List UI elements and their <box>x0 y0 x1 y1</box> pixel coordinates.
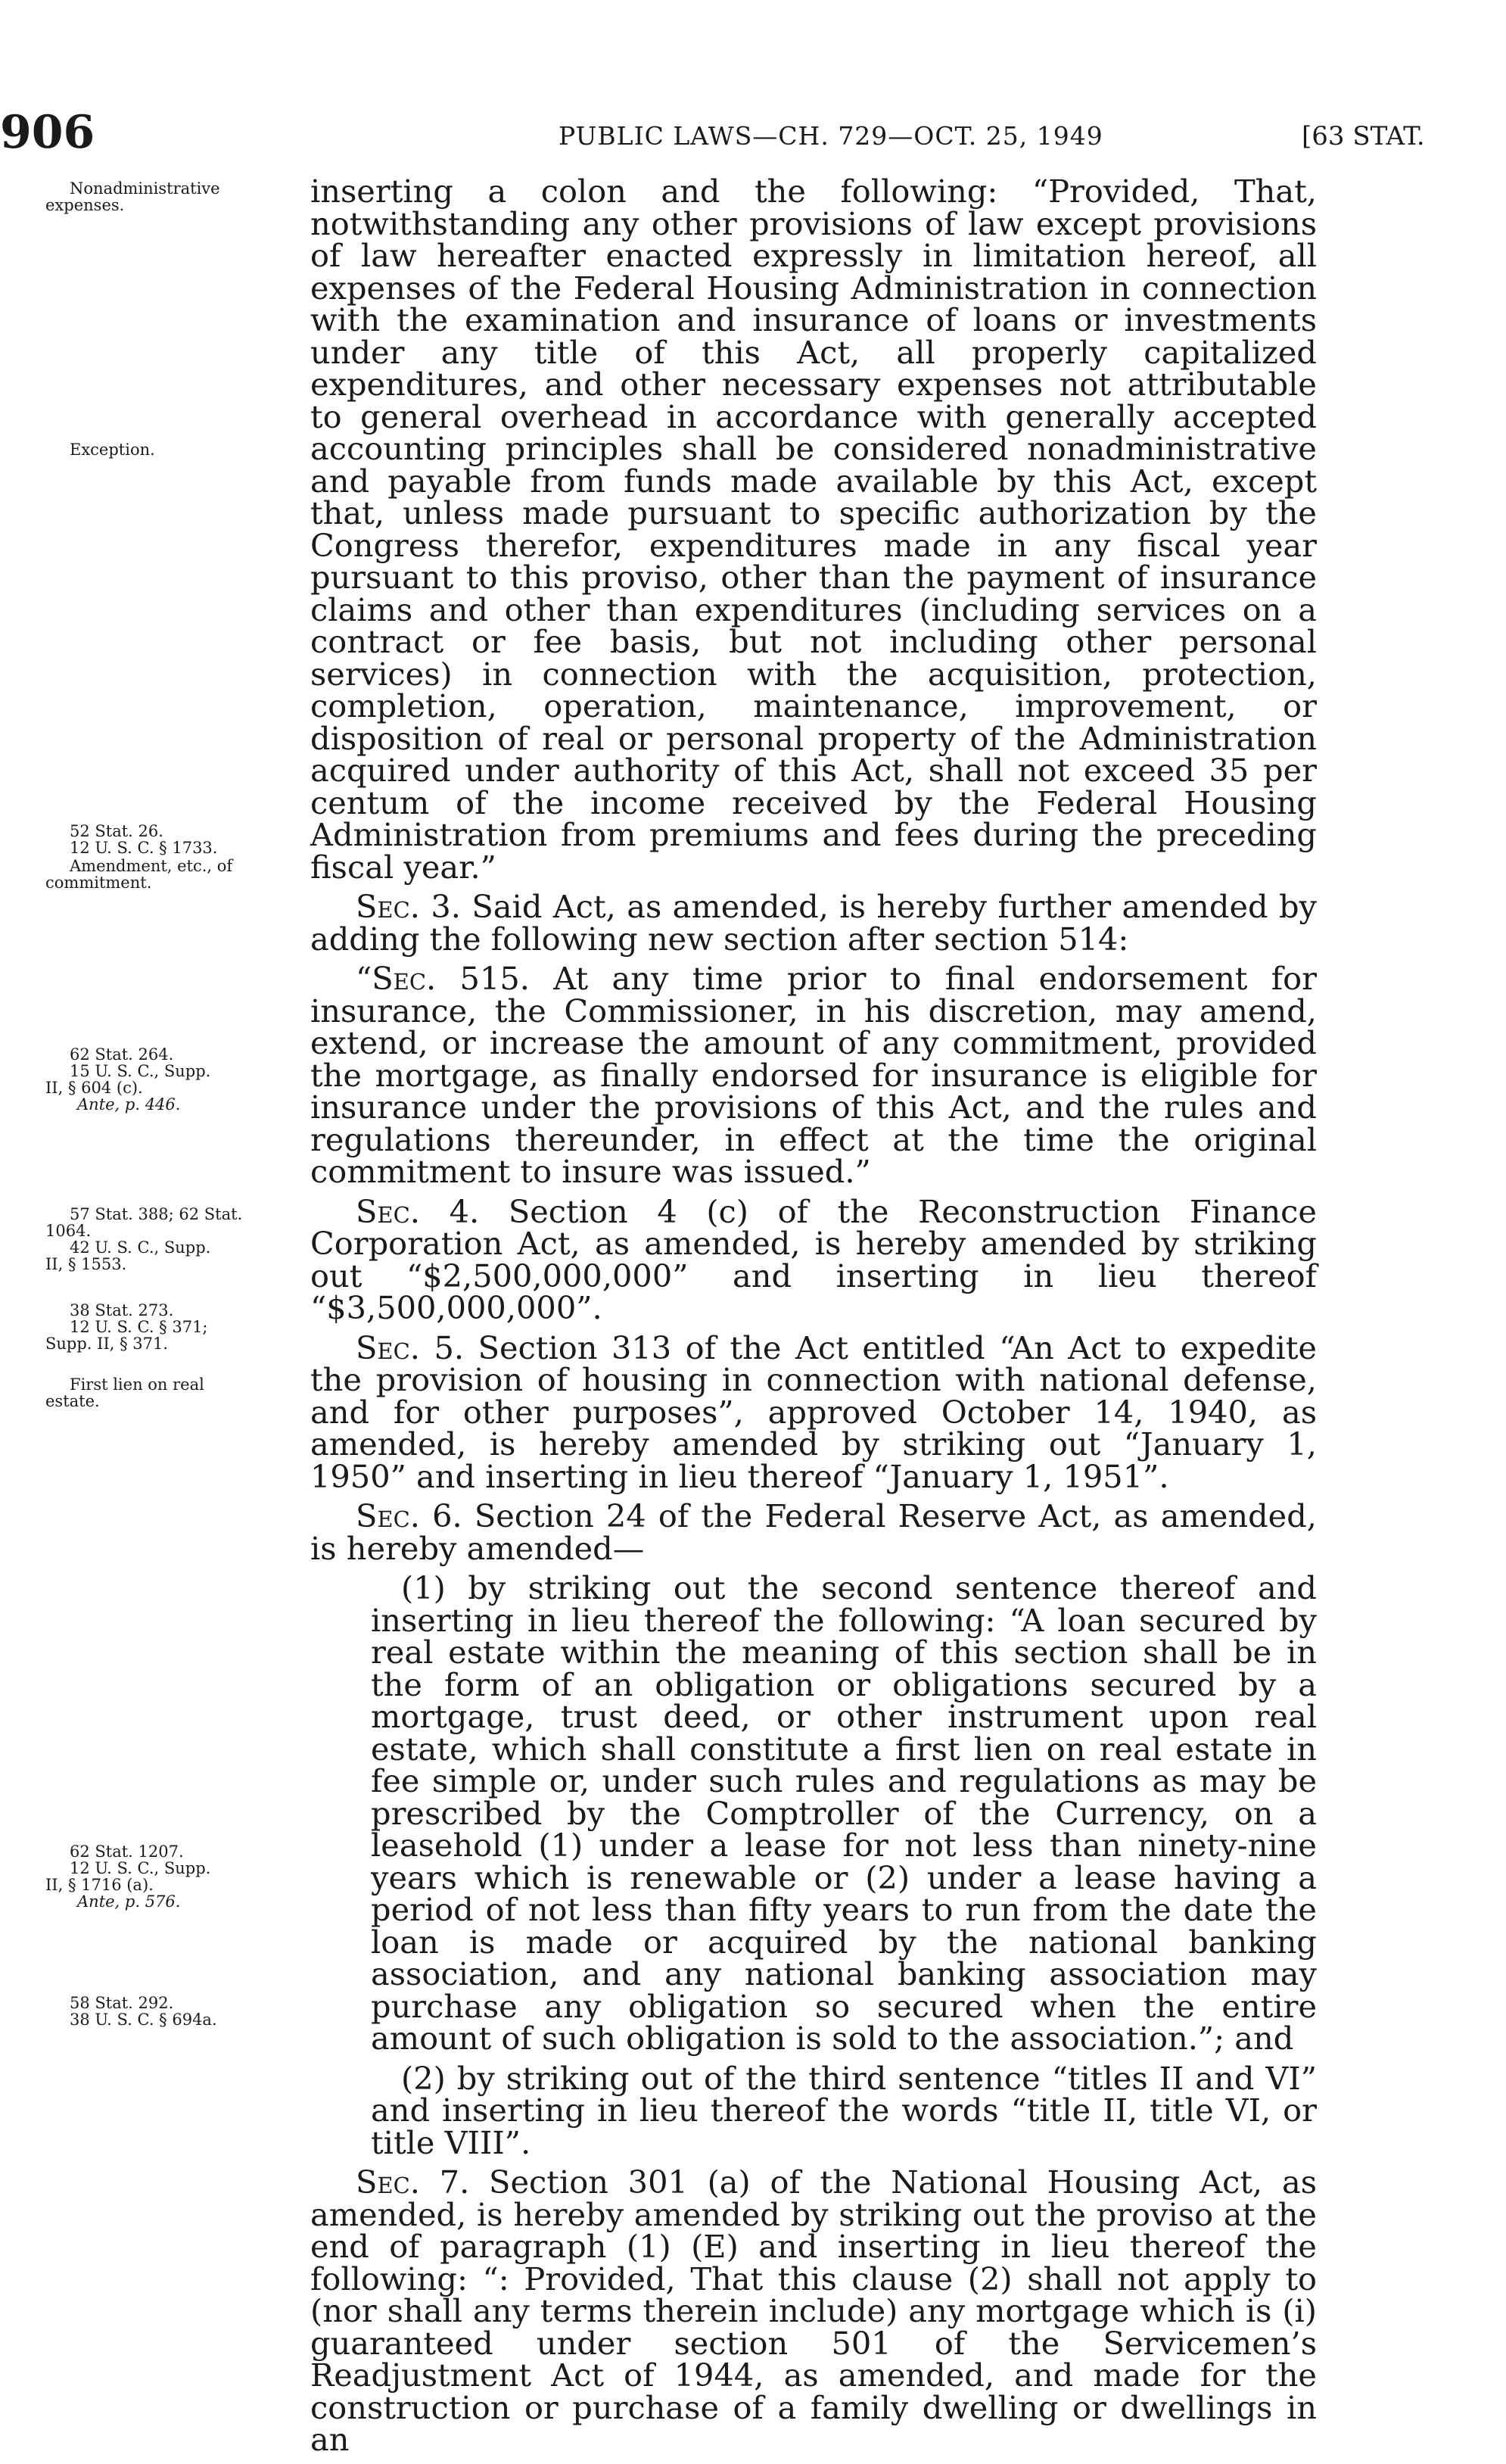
paragraph-section-6: Sec. 6. Section 24 of the Federal Reserve Act, as amended, is hereby amended— <box>310 1497 1317 1567</box>
paragraph-section-7: Sec. 7. Section 301 (a) of the National Housing Act, as amended, is hereby amended by striking out the proviso at the end of paragraph (1) (E) and inserting in lieu thereof the following: “: Provided, That this clause (2) shall not apply to (nor shall any terms therein include) any mortgage which is (i) guaranteed under section 501 of the Servicemen’s Readjustment Act of 1944, as amended, and made for the construction or purchase of a family dwelling or dwellings in an <box>310 2163 1317 2458</box>
margin-note-stat-citation: 52 Stat. 26. 12 U. S. C. § 1733. <box>70 822 218 857</box>
margin-note-first-lien-on-real-estate: First lien on real estate. <box>45 1375 204 1410</box>
page-header <box>0 0 1506 167</box>
running-head: PUBLIC LAWS—CH. 729—OCT. 25, 1949 <box>559 121 1103 151</box>
section-label: Sec. 6. <box>356 1497 462 1534</box>
margin-note-stat-citation: 62 Stat. 1207. 12 U. S. C., Supp. II, § 1716 (a). Ante, p. 576. <box>45 1843 211 1911</box>
paragraph-proviso: inserting a colon and the following: “Provided, That, notwithstanding any other provisions of law except provisions of law hereafter enacted expressly in limitation hereof, all expenses of the Federal Housing Administration in connection with the examination and insurance of loans or investments under any title of this Act, all properly capitalized expenditures, and other necessary expenses not attributable to general overhead in accordance with generally accepted accounting principles shall be considered nonadministrative and payable from funds made available by this Act, except that, unless made pursuant to specific authorization by the Congress therefor, expenditures made in any fiscal year pursuant to this proviso, other than the payment of insurance claims and other than expenditures (including services on a contract or fee basis, but not including other personal services) in connection with the acquisition, protection, completion, operation, maintenance, improvement, or disposition of real or personal property of the Administration acquired under authority of this Act, shall not exceed 35 per centum of the income received by the Federal Housing Administration from premiums and fees during the preceding fiscal year.” <box>310 173 1317 886</box>
paragraph-section-4: Sec. 4. Section 4 (c) of the Reconstruction Finance Corporation Act, as amended, is hereby amended by striking out “$2,500,000,000” and inserting in lieu thereof “$3,500,000,000”. <box>310 1192 1317 1326</box>
paragraph-section-3: Sec. 3. Said Act, as amended, is hereby further amended by adding the following new section after section 514: <box>310 888 1317 958</box>
section-label: Sec. 5. <box>356 1329 465 1366</box>
section-label: “Sec. 515. <box>356 960 530 997</box>
paragraph-item-1: (1) by striking out the second sentence thereof and inserting in lieu thereof the following: “A loan secured by real estate within the meaning of this section shall be in the form of an obligation or obligations secured by a mortgage, trust deed, or other instrument upon real estate, which shall constitute a first lien on real estate in fee simple or, under such rules and regulations as may be prescribed by the Comptroller of the Currency, on a leasehold (1) under a lease for not less than ninety-nine years which is renewable or (2) under a lease having a period of not less than fifty years to run from the date the loan is made or acquired by the national banking association, and any national banking association may purchase any obligation so secured when the entire amount of such obligation is sold to the association.”; and <box>371 1569 1317 2057</box>
margin-note-stat-citation: 57 Stat. 388; 62 Stat. 1064. 42 U. S. C., Supp. II, § 1553. <box>45 1205 243 1273</box>
section-label: Sec. 7. <box>356 2163 470 2201</box>
page-number: 906 <box>0 106 95 159</box>
margin-note-stat-citation: 62 Stat. 264. 15 U. S. C., Supp. II, § 604 (c). Ante, p. 446. <box>45 1045 211 1114</box>
volume-reference: [63 STAT. <box>1302 121 1425 151</box>
section-label: Sec. 4. <box>356 1192 480 1230</box>
paragraph-item-2: (2) by striking out of the third sentence “titles II and VI” and inserting in lieu thereof the words “title II, title VI, or title VIII”. <box>371 2059 1317 2161</box>
margin-note-stat-citation: 58 Stat. 292. 38 U. S. C. § 694a. <box>70 1994 217 2029</box>
paragraph-section-515: “Sec. 515. At any time prior to final endorsement for insurance, the Commissioner, in his discretion, may amend, extend, or increase the amount of any commitment, provided the mortgage, as finally endorsed for insurance is eligible for insurance under the provisions of this Act, and the rules and regulations thereunder, in effect at the time the original commitment to insure was issued.” <box>310 960 1317 1190</box>
body-text <box>310 173 1317 2464</box>
section-label: Sec. 3. <box>356 888 461 925</box>
margin-note-nonadministrative-expenses: Nonadministrative expenses. <box>45 179 220 214</box>
margin-note-amendment-of-commitment: Amendment, etc., of commitment. <box>45 857 233 892</box>
margin-note-stat-citation: 38 Stat. 273. 12 U. S. C. § 371; Supp. II, § 371. <box>45 1301 208 1353</box>
margin-note-exception: Exception. <box>70 441 155 459</box>
paragraph-section-5: Sec. 5. Section 313 of the Act entitled “An Act to expedite the provision of housing in connection with national defense, and for other purposes”, approved October 14, 1940, as amended, is hereby amended by striking out “January 1, 1950” and inserting in lieu thereof “January 1, 1951”. <box>310 1329 1317 1495</box>
